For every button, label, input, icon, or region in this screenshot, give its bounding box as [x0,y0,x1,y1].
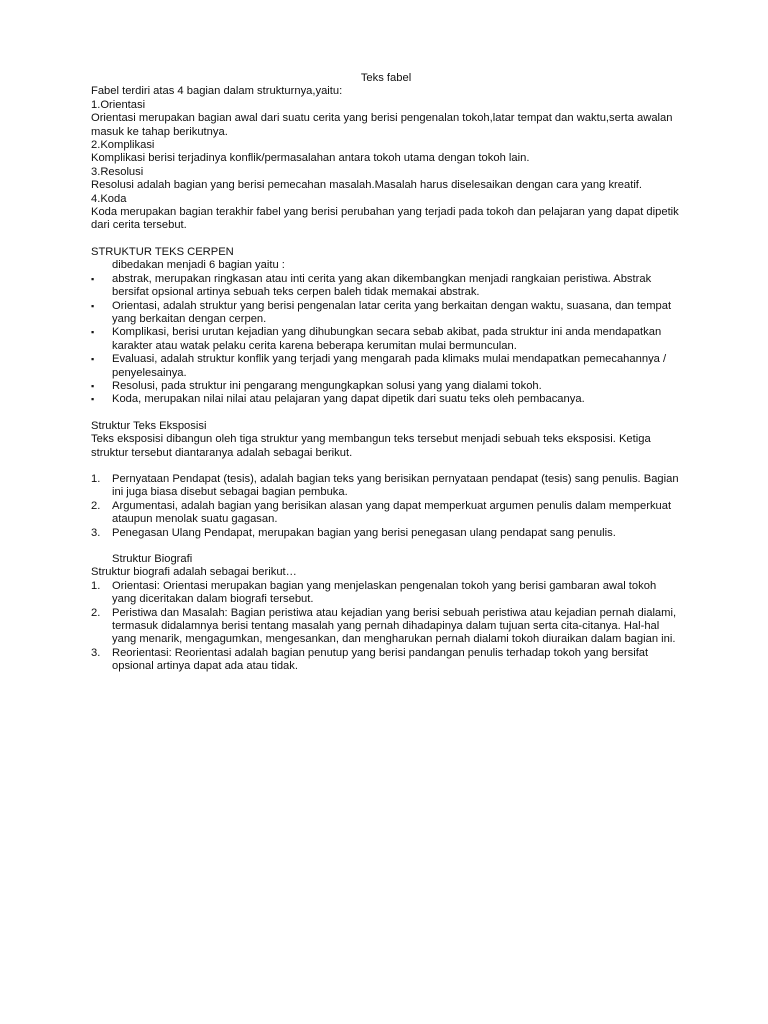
list-item: ▪ Koda, merupakan nilai nilai atau pelajaran yang dapat dipetik dari suatu teks oleh pembacanya. [91,393,681,406]
fabel-section [91,85,681,232]
list-item: ▪ abstrak, merupakan ringkasan atau inti cerita yang akan dikembangkan menjadi rangkaian peristiwa. Abstrak bersifat opsional artinya sebuah teks cerpen baleh tidak memakai abstrak. [91,273,681,300]
fabel-komplikasi-text: Komplikasi berisi terjadinya konflik/permasalahan antara tokoh utama dengan tokoh lain. [91,152,530,165]
list-item [91,607,681,647]
biografi-heading: Struktur Biografi [112,553,193,565]
item-number: 2. [91,606,101,619]
eksposisi-intro: Teks eksposisi dibangun oleh tiga struktur yang membangun teks tersebut menjadi sebuah teks eksposisi. Ketiga struktur tersebut diantaranya adalah sebagai berikut. [91,433,651,459]
list-item: ▪ Komplikasi, berisi urutan kejadian yang dihubungkan secara sebab akibat, pada struktur ini anda mendapatkan karakter atau watak pelaku cerita karena beberapa kerumitan mulai bermunculan. [91,326,681,353]
biografi-section [91,553,681,674]
spacer [91,407,681,420]
biografi-list [91,580,681,674]
document-body [91,72,681,674]
fabel-koda-text: Koda merupakan bagian terakhir fabel yang berisi perubahan yang terjadi pada tokoh dan pelajaran yang dapat dipetik dari cerita tersebut. [91,206,679,232]
fabel-resolusi-heading: 3.Resolusi [91,165,144,178]
eksposisi-section [91,420,681,540]
item-number: 2. [91,499,101,512]
item-text: Penegasan Ulang Pendapat, merupakan bagian yang berisi penegasan ulang pendapat sang penulis. [112,526,616,539]
item-text: Reorientasi: Reorientasi adalah bagian penutup yang berisi pandangan penulis terhadap tokoh yang bersifat opsional artinya dapat ada atau tidak. [112,646,649,673]
cerpen-list [91,273,681,407]
spacer [91,540,681,553]
item-number: 1. [91,472,101,485]
spacer [91,233,681,246]
list-item [91,647,681,674]
list-item: ▪ Orientasi, adalah struktur yang berisi pengenalan latar cerita yang berkaitan dengan waktu, suasana, dan tempat yang berkaitan dengan cerpen. [91,300,681,327]
fabel-orientasi-text: Orientasi merupakan bagian awal dari suatu cerita yang berisi pengenalan tokoh,latar tempat dan waktu,serta awalan masuk ke tahap berikutnya. [91,112,673,138]
item-text: Orientasi: Orientasi merupakan bagian yang menjelaskan pengenalan tokoh yang berisi gambaran awal tokoh yang diceritakan dalam biografi tersebut. [112,579,657,606]
item-number: 1. [91,579,101,592]
cerpen-intro: dibedakan menjadi 6 bagian yaitu : [112,259,285,272]
eksposisi-list [91,473,681,540]
list-item [91,473,681,500]
cerpen-heading: STRUKTUR TEKS CERPEN [91,245,234,258]
list-item [91,527,681,540]
fabel-orientasi-heading: 1.Orientasi [91,98,146,111]
list-item [91,500,681,527]
fabel-koda-heading: 4.Koda [91,192,127,205]
biografi-intro: Struktur biografi adalah sebagai berikut… [91,566,297,579]
fabel-intro: Fabel terdiri atas 4 bagian dalam strukturnya,yaitu: [91,85,343,98]
eksposisi-heading: Struktur Teks Eksposisi [91,419,207,432]
page-title: Teks fabel [360,72,412,84]
item-text: Argumentasi, adalah bagian yang berisikan alasan yang dapat memperkuat argumen penulis dalam memperkuat ataupun menolak suatu gagasan. [112,499,672,526]
item-number: 3. [91,646,101,659]
fabel-resolusi-text: Resolusi adalah bagian yang berisi pemecahan masalah.Masalah harus diselesaikan dengan cara yang kreatif. [91,179,643,192]
list-item [91,580,681,607]
fabel-komplikasi-heading: 2.Komplikasi [91,139,155,152]
spacer [91,460,681,473]
cerpen-section [91,246,681,407]
list-item: ▪ Resolusi, pada struktur ini pengarang mengungkapkan solusi yang yang dialami tokoh. [91,380,681,393]
item-text: Peristiwa dan Masalah: Bagian peristiwa atau kejadian yang berisi sebuah peristiwa atau kejadian pernah dialami, termasuk didalamnya berisi tentang masalah yang pernah dihadapinya dalam tujuan serta cita-citanya. Hal-hal yang menarik, mengagumkan, mengesankan, dan mengharukan pernah dialami tokoh diuraikan dalam bagian ini. [112,606,677,646]
list-item: ▪ Evaluasi, adalah struktur konflik yang terjadi yang mengarah pada klimaks mulai mendapatkan pemecahannya / penyelesainya. [91,353,681,380]
item-number: 3. [91,526,101,539]
item-text: Pernyataan Pendapat (tesis), adalah bagian teks yang berisikan pernyataan pendapat (tesis) sang penulis. Bagian ini juga biasa disebut sebagai bagian pembuka. [112,472,679,499]
